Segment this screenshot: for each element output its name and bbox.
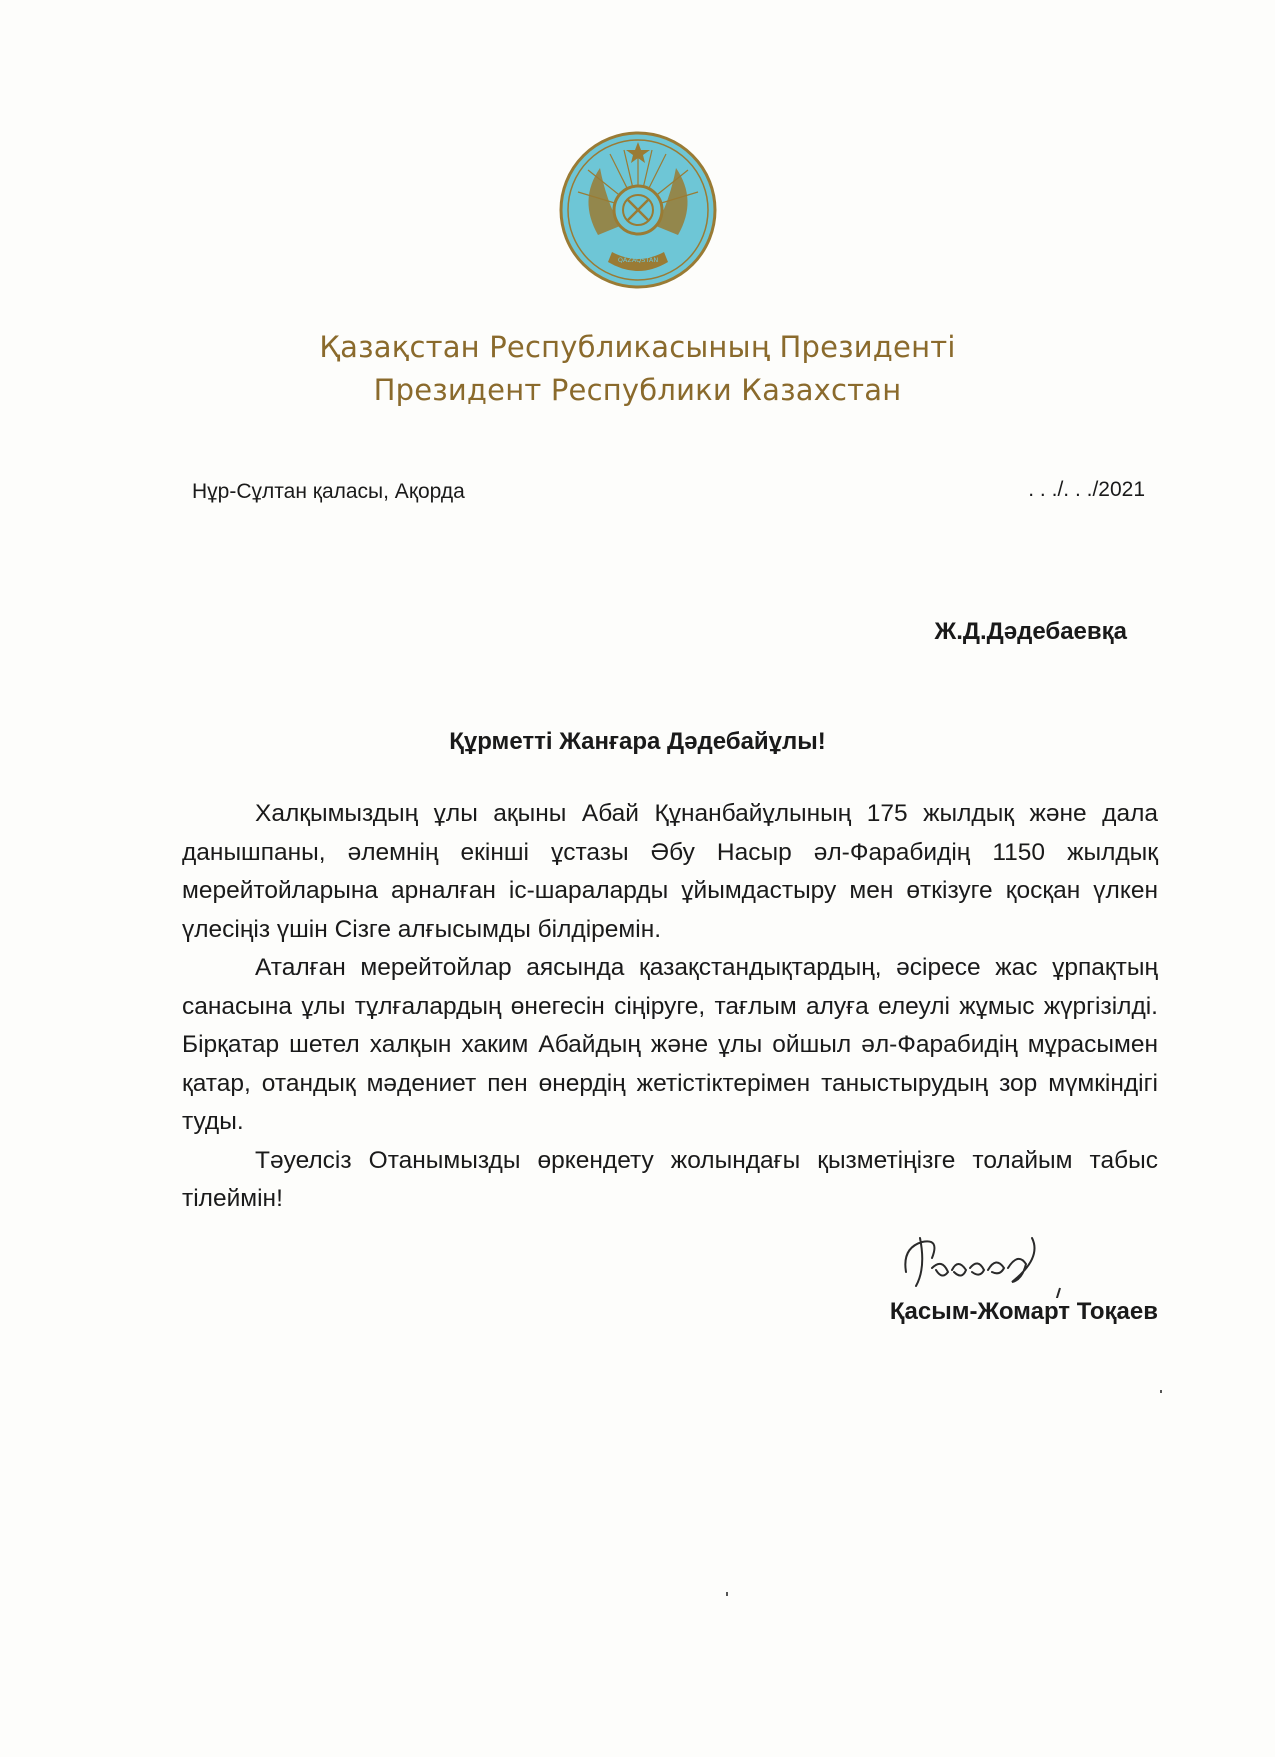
addressee: Ж.Д.Дәдебаевқа bbox=[934, 618, 1127, 645]
letter-date: . . ./. . ./2021 bbox=[1028, 478, 1145, 501]
letter-body bbox=[182, 795, 1158, 1219]
body-paragraph: Халқымыздың ұлы ақыны Абай Құнанбайұлының 175 жылдық және дала данышпаны, әлемнің екінші ұстазы Әбу Насыр әл-Фарабидің 1150 жылдық мерейтойларына арналған іс-шараларды ұйымдастыру мен өткізуге қосқан үлкен үлесіңіз үшін Сізге алғысымды білдіремін. bbox=[182, 800, 1158, 943]
scan-speck bbox=[726, 1592, 728, 1596]
place-of-issue: Нұр-Сұлтан қаласы, Ақорда bbox=[192, 480, 465, 503]
body-paragraph: Аталған мерейтойлар аясында қазақстандықтардың, әсіресе жас ұрпақтың санасына ұлы тұлғалардың өнегесін сіңіруге, тағлым алуға елеулі жұмыс жүргізілді. Бірқатар шетел халқын хаким Абайдың және ұлы ойшыл әл-Фарабидің мұрасымен қатар, отандық мәдениет пен өнердің жетістіктерімен таныстырудың зор мүмкіндігі туды. bbox=[182, 954, 1158, 1135]
svg-text:QAZAQSTAN: QAZAQSTAN bbox=[617, 256, 659, 264]
salutation: Құрметті Жанғара Дәдебайұлы! bbox=[449, 728, 826, 755]
institution-name-kazakh: Қазақстан Республикасының Президенті bbox=[319, 330, 956, 364]
handwritten-signature-icon bbox=[892, 1228, 1082, 1298]
state-emblem-icon bbox=[558, 130, 718, 290]
institution-name-russian: Президент Республики Казахстан bbox=[373, 373, 902, 407]
scan-speck bbox=[1160, 1390, 1162, 1393]
signer-name: Қасым-Жомарт Тоқаев bbox=[889, 1298, 1158, 1325]
body-paragraph: Тәуелсіз Отанымызды өркендету жолындағы қызметіңізге толайым табыс тілеймін! bbox=[182, 1146, 1158, 1212]
